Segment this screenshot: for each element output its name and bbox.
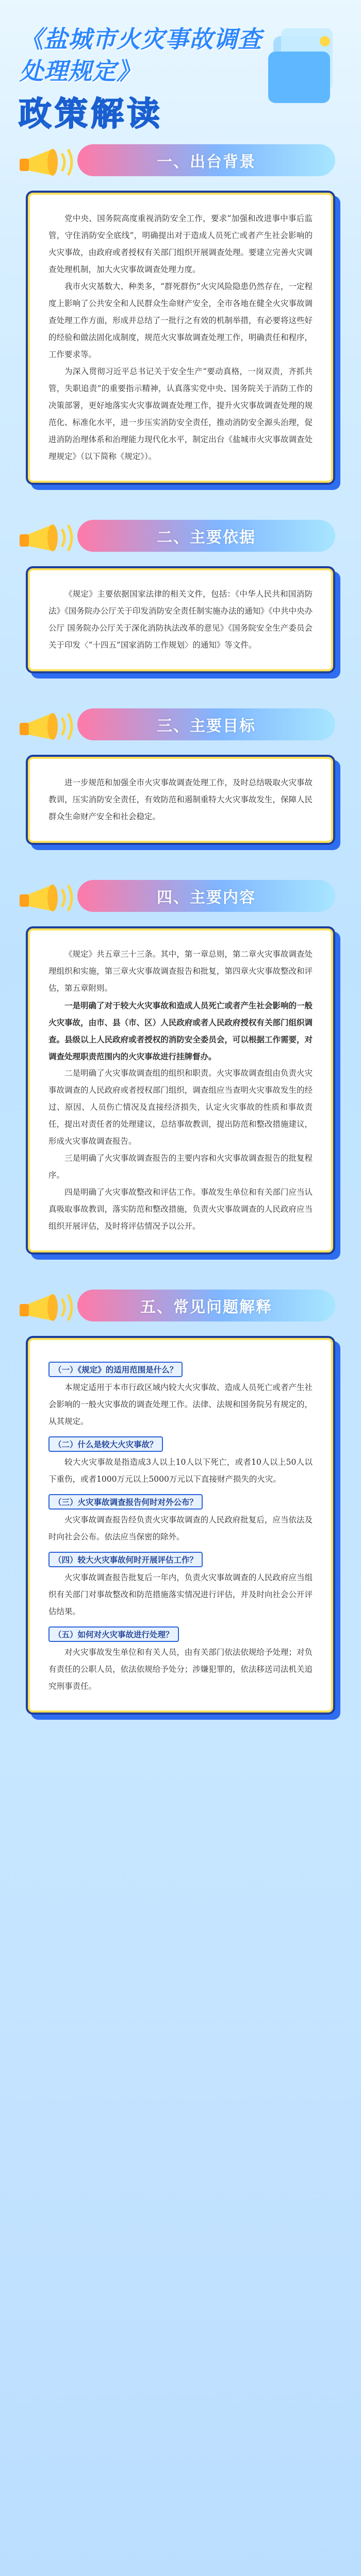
paragraph: 为深入贯彻习近平总书记关于安全生产“要动真格，一岗双责，齐抓共管，失职追责”的重要指示精神，认真落实党中央、国务院关于消防工作的决策部署，更好地落实火灾事故调查处理工作，提升火灾事故调查处理的规范化、标准化水平，进一步压实消防安全责任，推动消防安全源头治理，促进消防治理体系和治理能力现代化水平，制定出台《盐城市火灾事故调查处理规定》（以下简称《规定》）。 — [48, 367, 313, 461]
content-card — [26, 566, 335, 673]
megaphone-icon — [15, 1279, 83, 1336]
paragraph: 党中央、国务院高度重视消防安全工作，要求“加强和改进事中事后监管，守住消防安全底线”，明确提出对于造成人员死亡或者产生社会影响的火灾事故，由政府或者授权有关部门组织开展调查处理。要建立完善火灾调查处理机制，加大火灾事故调查处理力度。 — [48, 214, 313, 274]
content-card — [26, 1336, 335, 1715]
megaphone-icon — [15, 870, 83, 926]
paragraph: 三是明确了火灾事故调查报告的主要内容和火灾事故调查报告的批复程序。 — [48, 1154, 313, 1180]
section-background — [15, 134, 346, 485]
paragraph: 二是明确了火灾事故调查组的组织和职责。火灾事故调查组由负责火灾事故调查的人民政府或者授权部门组织，调查组应当查明火灾事故发生的经过、原因、人员伤亡情况及直接经济损失，认定火灾事故的性质和事故责任，提出对责任者的处理建议，总结事故教训，提出防范和整改措施建议，形成火灾事故调查报告。 — [48, 1069, 313, 1146]
header — [0, 0, 361, 134]
faq-question: （五）如何对火灾事故进行处理？ — [48, 1626, 179, 1642]
paragraph: 《规定》共五章三十三条。其中，第一章总则，第二章火灾事故调查处理组织和实施，第三章火灾事故调查报告和批复，第四章火灾事故整改和评估，第五章附则。 — [48, 950, 313, 993]
faq-question: （一）《规定》的适用范围是什么？ — [48, 1362, 183, 1377]
title-line-1: 《盐城市火灾事故调查 — [20, 25, 262, 53]
section-title: 四、主要内容 — [77, 880, 335, 912]
paragraph: 一是明确了对于较大火灾事故和造成人员死亡或者产生社会影响的一般火灾事故，由市、县（市、区）人民政府或者人民政府授权有关部门组织调查。县级以上人民政府或者授权的消防安全委员会，可以根据工作需要，对调查处理职责范围内的火灾事故进行挂牌督办。 — [48, 1001, 313, 1061]
faq-answer: 较大火灾事故是指造成3人以上10人以下死亡，或者10人以上50人以下重伤，或者1000万元以上5000万元以下直接财产损失的火灾。 — [48, 1458, 313, 1484]
faq-question: （四）较大火灾事故何时开展评估工作？ — [48, 1552, 203, 1567]
section-basis — [15, 510, 346, 673]
megaphone-icon — [15, 134, 83, 191]
content-card — [26, 755, 335, 845]
paragraph: 我市火灾基数大、种类多，“群死群伤”火灾风险隐患仍然存在，一定程度上影响了公共安全和人民群众生命财产安全，全市各地在健全火灾事故调查处理工作方面，形成并总结了一批行之有效的机制举措，有必要将这些好的经验和做法固化成制度，规范火灾事故调查处理工作，明确责任和程序，工作要求等。 — [48, 282, 313, 359]
section-content — [15, 870, 346, 1255]
section-title: 五、常见问题解释 — [77, 1290, 335, 1321]
section-goals — [15, 698, 346, 845]
paragraph: 进一步规范和加强全市火灾事故调查处理工作，及时总结吸取火灾事故教训，压实消防安全责任，有效防范和遏制重特大火灾事故发生，保障人民群众生命财产安全和社会稳定。 — [48, 778, 313, 821]
faq-answer: 对火灾事故发生单位和有关人员，由有关部门依法依规给予处理；对负有责任的公职人员，依法依规给予处分；涉嫌犯罪的，依法移送司法机关追究刑事责任。 — [48, 1648, 313, 1691]
paragraph: 四是明确了火灾事故整改和评估工作。事故发生单位和有关部门应当认真吸取事故教训，落实防范和整改措施，负责火灾事故调查的人民政府应当组织开展评估，及时将评估情况予以公开。 — [48, 1188, 313, 1231]
section-title: 一、出台背景 — [77, 144, 335, 176]
content-card — [26, 191, 335, 485]
faq-question: （二）什么是较大火灾事故？ — [48, 1436, 163, 1452]
section-title: 二、主要依据 — [77, 520, 335, 552]
section-title: 三、主要目标 — [77, 708, 335, 740]
content-card — [26, 926, 335, 1255]
faq-answer: 火灾事故调查报告经负责火灾事故调查的人民政府批复后，应当依法及时向社会公布。依法应当保密的除外。 — [48, 1515, 313, 1541]
section-faq — [15, 1279, 346, 1715]
faq-question: （三）火灾事故调查报告何时对外公布？ — [48, 1494, 203, 1510]
paragraph: 《规定》主要依据国家法律的相关文件，包括：《中华人民共和国消防法》《国务院办公厅关于印发消防安全责任制实施办法的通知》《中共中央办公厅 国务院办公厅关于深化消防执法改革的意见》《国务院安全生产委员会关于印发〈“十四五”国家消防工作规划〉的通知》等文件。 — [48, 589, 313, 650]
faq-answer: 本规定适用于本市行政区域内较大火灾事故、造成人员死亡或者产生社会影响的一般火灾事故的调查处理工作。法律、法规和国务院另有规定的，从其规定。 — [48, 1383, 313, 1426]
title-line-2: 处理规定》 — [20, 57, 141, 85]
title-line-3: 政策解读 — [19, 95, 163, 133]
megaphone-icon — [15, 698, 83, 755]
faq-answer: 火灾事故调查报告批复后一年内，负责火灾事故调查的人民政府应当组织有关部门对事故整改和防范措施落实情况进行评估，并及时向社会公开评估结果。 — [48, 1573, 313, 1616]
folder-icon — [263, 21, 340, 108]
megaphone-icon — [15, 510, 83, 566]
